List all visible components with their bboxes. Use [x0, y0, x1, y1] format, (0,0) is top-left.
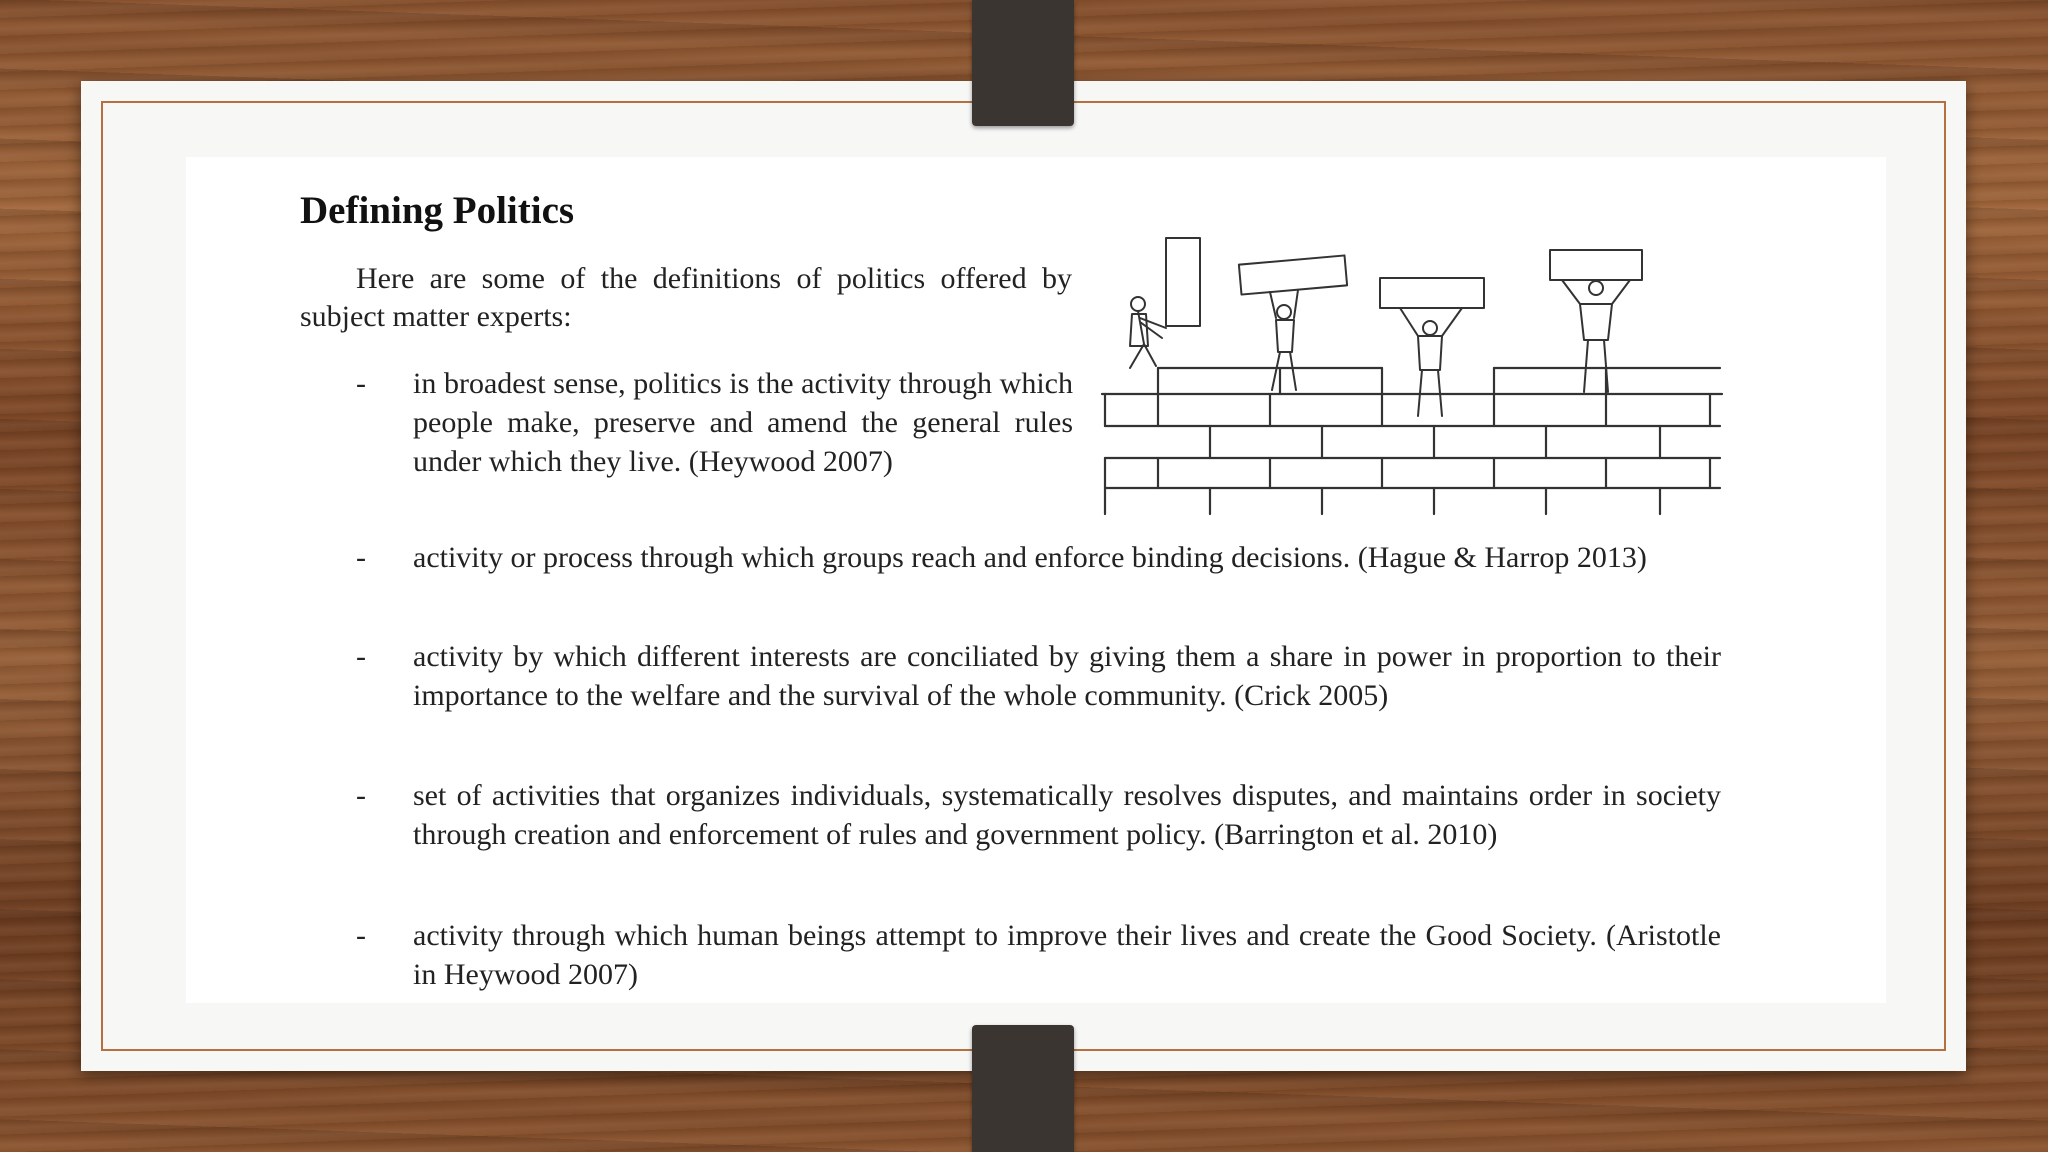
worker-figure	[1130, 297, 1166, 368]
people-building-brick-wall-icon	[1100, 228, 1724, 520]
definition-item	[356, 538, 1721, 577]
intro-paragraph: Here are some of the definitions of politics offered by subject matter experts:	[300, 262, 1072, 333]
definition-text: activity through which human beings attempt to improve their lives and create the Good Society. (Aristotle in Heywood 2007)	[413, 919, 1721, 991]
upright-block	[1166, 238, 1200, 326]
bullet-dash: -	[356, 541, 366, 574]
worker-figure	[1562, 280, 1630, 392]
bullet-dash: -	[356, 367, 366, 400]
bullet-dash: -	[356, 779, 366, 812]
lifted-block	[1550, 250, 1642, 280]
page-title: Defining Politics	[300, 189, 575, 232]
bullet-dash: -	[356, 919, 366, 952]
bottom-strap	[972, 1025, 1074, 1152]
definition-item	[356, 364, 1073, 481]
lifted-block	[1239, 255, 1347, 294]
definition-text: set of activities that organizes individuals, systematically resolves disputes, and maintains order in society through creation and enforcement of rules and government policy. (Barrington et al. 2010)	[413, 779, 1721, 851]
definition-text: activity by which different interests are conciliated by giving them a share in power in proportion to their importance to the welfare and the survival of the whole community. (Crick 2005)	[413, 640, 1721, 712]
definition-item	[356, 637, 1721, 715]
lifted-block	[1380, 278, 1484, 308]
definition-text: in broadest sense, politics is the activity through which people make, preserve and amend the general rules under which they live. (Heywood 2007)	[413, 367, 1073, 478]
definition-text: activity or process through which groups reach and enforce binding decisions. (Hague & Harrop 2013)	[413, 541, 1647, 574]
definition-item	[356, 776, 1721, 854]
definition-item	[356, 916, 1721, 994]
top-strap	[972, 0, 1074, 126]
worker-figure	[1270, 290, 1298, 390]
worker-figure	[1400, 308, 1462, 416]
bullet-dash: -	[356, 640, 366, 673]
brick-wall	[1102, 368, 1722, 514]
